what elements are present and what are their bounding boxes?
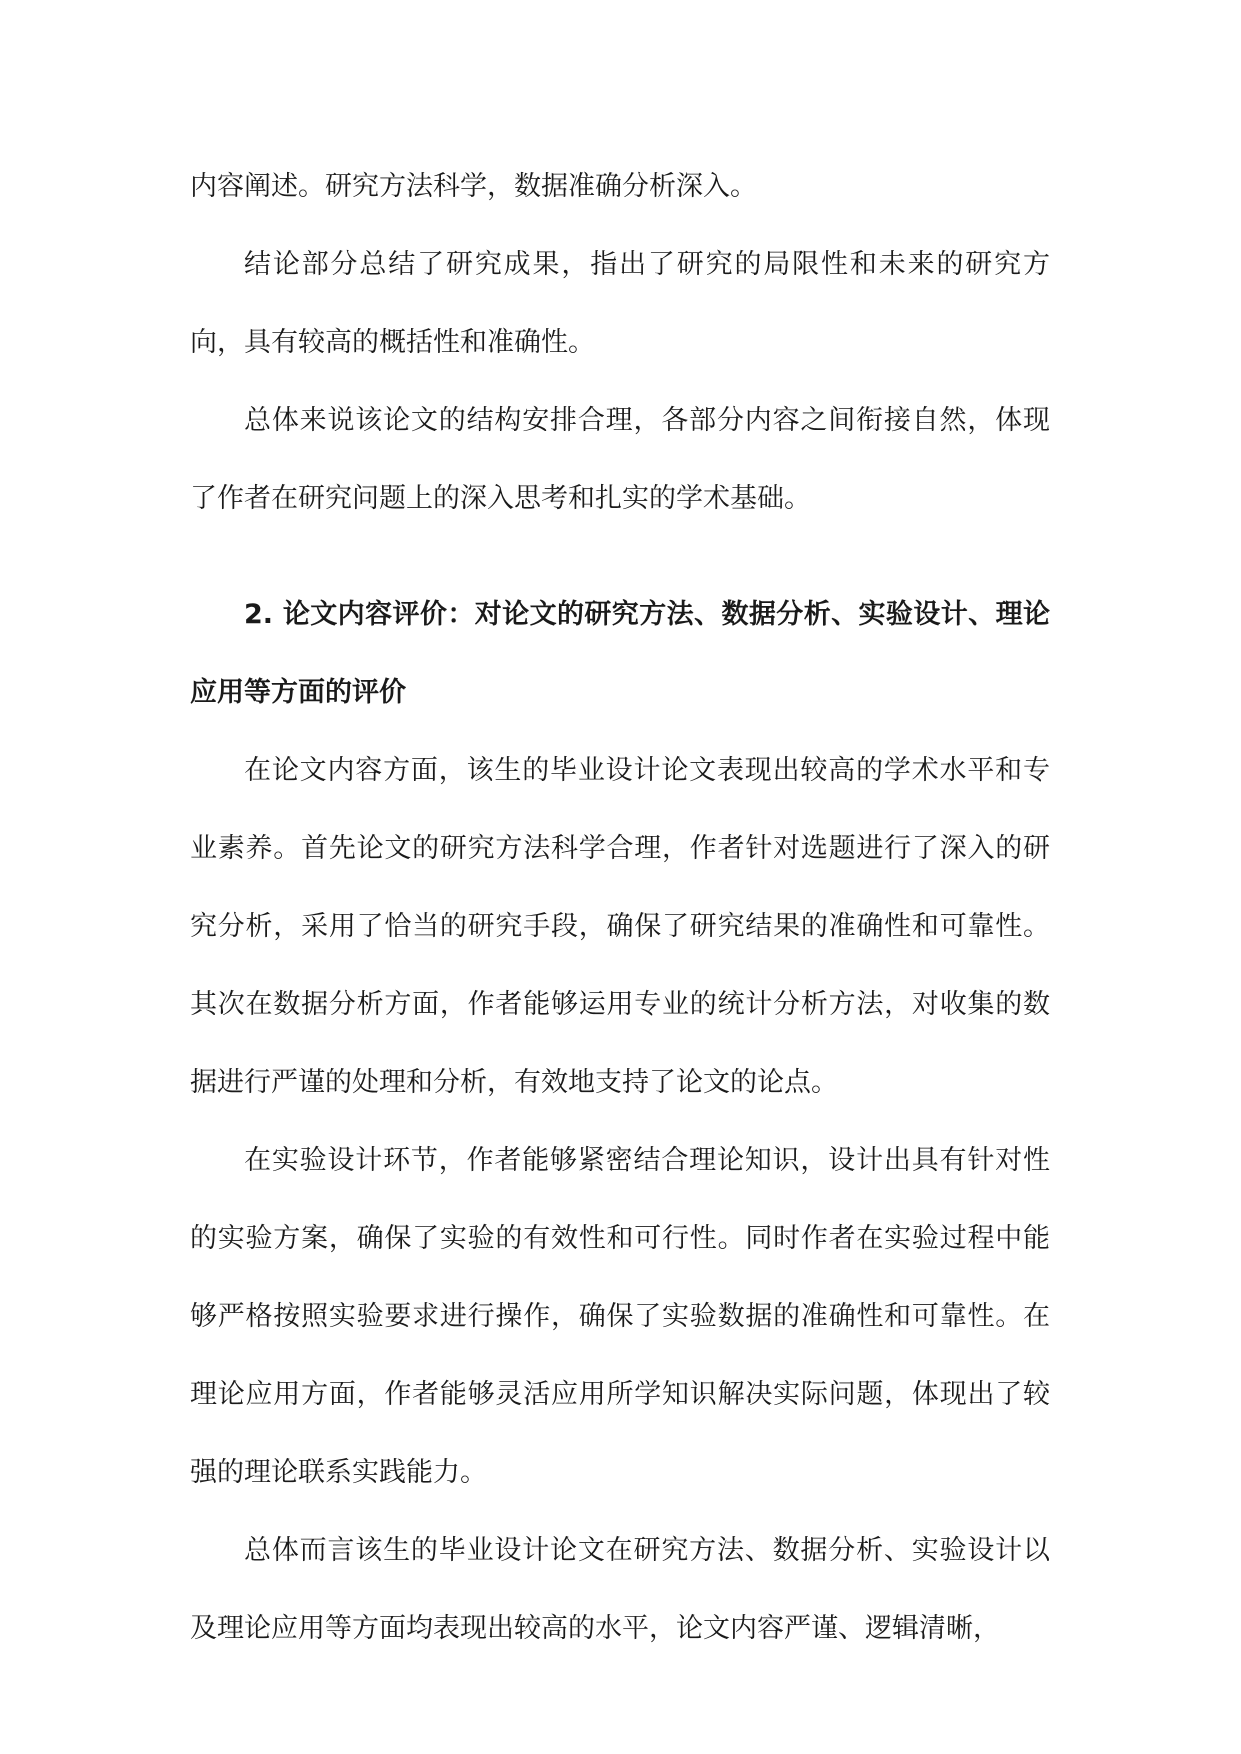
paragraph-conclusion-review: 结论部分总结了研究成果，指出了研究的局限性和未来的研究方向，具有较高的概括性和准确性。 [190, 249, 1050, 358]
paragraph-content-evaluation: 在论文内容方面，该生的毕业设计论文表现出较高的学术水平和专业素养。首先论文的研究方法科学合理，作者针对选题进行了深入的研究分析，采用了恰当的研究手段，确保了研究结果的准确性和可靠性。其次在数据分析方面，作者能够运用专业的统计分析方法，对收集的数据进行严谨的处理和分析，有效地支持了论文的论点。 [190, 755, 1050, 1098]
paragraph-experiment-design: 在实验设计环节，作者能够紧密结合理论知识，设计出具有针对性的实验方案，确保了实验的有效性和可行性。同时作者在实验过程中能够严格按照实验要求进行操作，确保了实验数据的准确性和可靠性。在理论应用方面，作者能够灵活应用所学知识解决实际问题，体现出了较强的理论联系实践能力。 [190, 1145, 1050, 1488]
paragraph-continuation: 内容阐述。研究方法科学，数据准确分析深入。 [190, 171, 757, 202]
paragraph-overall-assessment: 总体而言该生的毕业设计论文在研究方法、数据分析、实验设计以及理论应用等方面均表现出较高的水平，论文内容严谨、逻辑清晰， [190, 1535, 1050, 1644]
document-body [190, 148, 1050, 1668]
paragraph-structure-summary: 总体来说该论文的结构安排合理，各部分内容之间衔接自然，体现了作者在研究问题上的深入思考和扎实的学术基础。 [190, 405, 1050, 514]
section-heading: 2. 论文内容评价：对论文的研究方法、数据分析、实验设计、理论应用等方面的评价 [190, 599, 1050, 708]
